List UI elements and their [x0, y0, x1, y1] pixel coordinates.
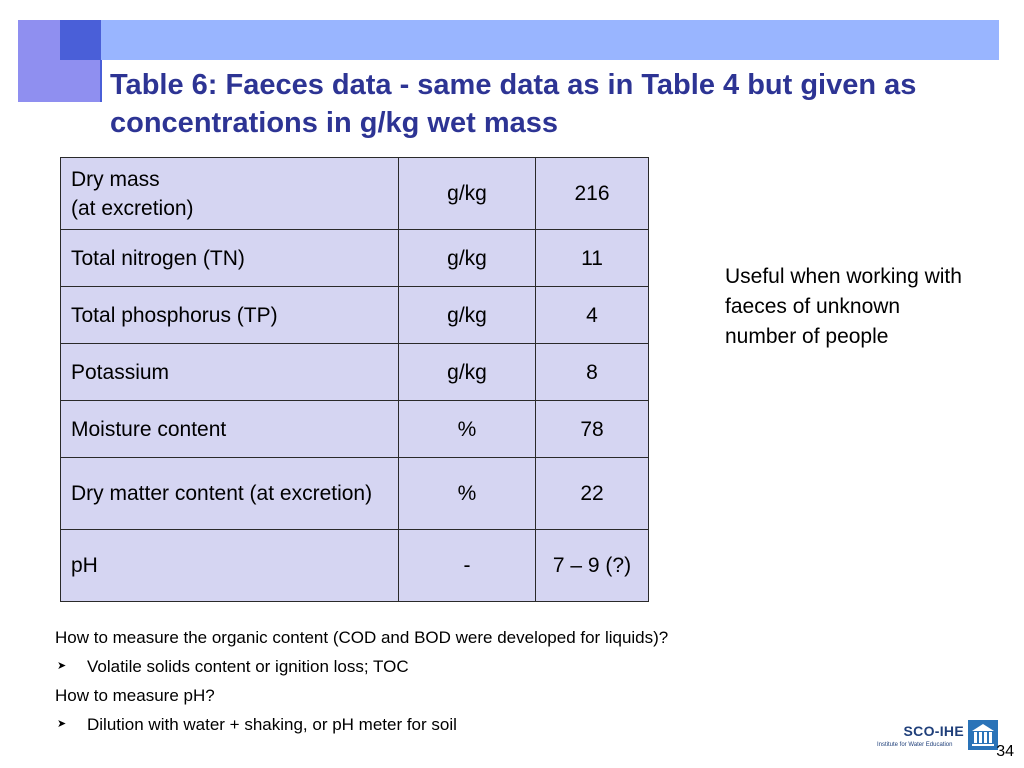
- table-row: [61, 401, 649, 458]
- unit-cell: g/kg: [399, 344, 536, 401]
- parameter-cell: Potassium: [61, 344, 399, 401]
- slide-title: Table 6: Faeces data - same data as in Table 4 but given as concentrations in g/kg wet mass: [110, 69, 917, 139]
- table-row: [61, 530, 649, 602]
- value-cell: 4: [536, 287, 649, 344]
- question-organic-content: How to measure the organic content (COD and BOD were developed for liquids)?: [55, 628, 669, 647]
- unit-cell: g/kg: [399, 230, 536, 287]
- answer-organic-content: [55, 652, 955, 681]
- answer-text: Volatile solids content or ignition loss; TOC: [87, 657, 409, 676]
- table-row: [61, 458, 649, 530]
- arrow-bullet-icon: ➤: [57, 660, 67, 672]
- parameter-cell: Dry mass (at excretion): [61, 158, 399, 230]
- value-cell: 11: [536, 230, 649, 287]
- question-ph: How to measure pH?: [55, 686, 215, 705]
- unit-cell: g/kg: [399, 158, 536, 230]
- table-row: [61, 287, 649, 344]
- answer-text: Dilution with water + shaking, or pH meter for soil: [87, 715, 457, 734]
- value-cell: 8: [536, 344, 649, 401]
- unit-cell: g/kg: [399, 287, 536, 344]
- parameter-cell: Total nitrogen (TN): [61, 230, 399, 287]
- arrow-bullet-icon: ➤: [57, 718, 67, 730]
- unit-cell: %: [399, 458, 536, 530]
- table-row: [61, 158, 649, 230]
- value-cell: 7 – 9 (?): [536, 530, 649, 602]
- answer-ph: [55, 710, 955, 739]
- parameter-cell: Dry matter content (at excretion): [61, 458, 399, 530]
- side-note: Useful when working with faeces of unknown number of people: [725, 265, 962, 348]
- unit-cell: %: [399, 401, 536, 458]
- faeces-data-table: [60, 157, 649, 602]
- value-cell: 78: [536, 401, 649, 458]
- unesco-temple-icon: [968, 720, 998, 750]
- page-number: 34: [996, 743, 1014, 760]
- institute-logo: [875, 718, 1000, 752]
- notes-block: [55, 623, 955, 739]
- logo-name: SCO-IHE: [903, 723, 964, 739]
- parameter-cell: Moisture content: [61, 401, 399, 458]
- logo-subtitle: Institute for Water Education: [877, 742, 953, 748]
- table-row: [61, 230, 649, 287]
- parameter-cell: pH: [61, 530, 399, 602]
- parameter-cell: Total phosphorus (TP): [61, 287, 399, 344]
- unit-cell: -: [399, 530, 536, 602]
- header-divider: [100, 60, 102, 102]
- table-row: [61, 344, 649, 401]
- header-bar: [100, 20, 999, 60]
- value-cell: 22: [536, 458, 649, 530]
- header-square-front: [60, 20, 101, 60]
- value-cell: 216: [536, 158, 649, 230]
